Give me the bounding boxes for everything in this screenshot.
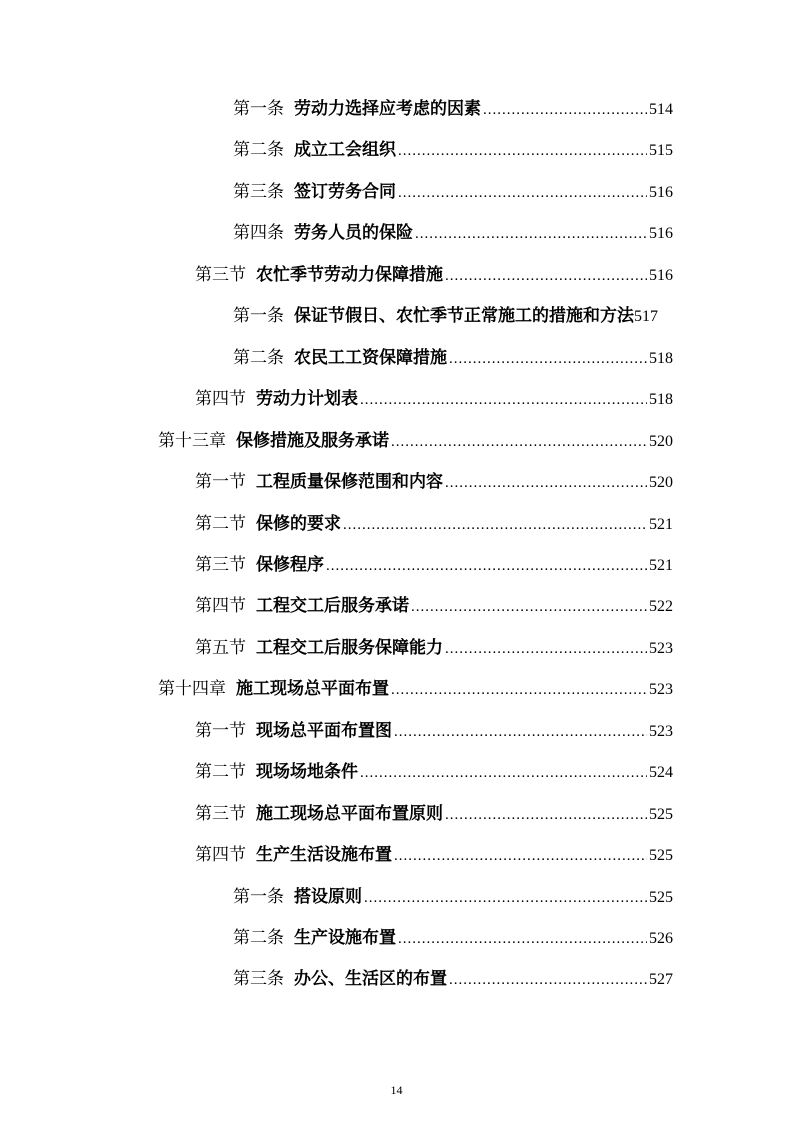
toc-entry-number: 第一条 (233, 306, 284, 326)
toc-entry[interactable] (233, 885, 673, 909)
toc-entry-title: 办公、生活区的布置 (294, 969, 447, 989)
toc-entry-page: 527 (649, 971, 673, 988)
toc-entry-title: 成立工会组织 (294, 140, 396, 160)
toc-entry-title: 生产生活设施布置 (256, 845, 392, 865)
toc-entry-number: 第三节 (195, 265, 246, 285)
toc-entry-page: 523 (649, 681, 673, 698)
dot-leader (445, 264, 647, 288)
toc-entry-number: 第一条 (233, 99, 284, 119)
toc-entry-number: 第四条 (233, 223, 284, 243)
dot-leader (360, 388, 647, 412)
toc-entry[interactable] (195, 512, 673, 536)
toc-entry[interactable] (195, 594, 673, 618)
dot-leader (391, 430, 647, 454)
toc-entry-number: 第二条 (233, 928, 284, 948)
toc-entry-page: 515 (649, 142, 673, 159)
toc-entry-page: 514 (649, 101, 673, 118)
toc-entry[interactable] (195, 719, 673, 743)
toc-entry-page: 523 (649, 723, 673, 740)
toc-entry-title: 农民工工资保障措施 (294, 348, 447, 368)
toc-entry-number: 第二条 (233, 348, 284, 368)
toc-entry-number: 第四节 (195, 845, 246, 865)
toc-entry-number: 第三条 (233, 182, 284, 202)
toc-entry-number: 第二节 (195, 762, 246, 782)
toc-entry-page: 526 (649, 930, 673, 947)
toc-entry[interactable] (195, 760, 673, 784)
toc-entry-number: 第五节 (195, 638, 246, 658)
toc-entry-title: 农忙季节劳动力保障措施 (256, 265, 443, 285)
toc-entry-title: 搭设原则 (294, 887, 362, 907)
toc-entry-page: 525 (649, 806, 673, 823)
toc-entry-page: 524 (649, 764, 673, 781)
toc-entry-title: 生产设施布置 (294, 928, 396, 948)
toc-entry-number: 第一节 (195, 721, 246, 741)
toc-entry-page: 517 (634, 308, 658, 325)
dot-leader (326, 554, 647, 578)
toc-entry-page: 518 (649, 350, 673, 367)
toc-entry-number: 第二节 (195, 514, 246, 534)
toc-entry[interactable] (233, 304, 673, 328)
toc-entry-title: 劳动力计划表 (256, 389, 358, 409)
toc-entry-title: 工程交工后服务承诺 (256, 596, 409, 616)
toc-entry[interactable] (158, 677, 673, 701)
toc-entry[interactable] (233, 221, 673, 245)
toc-entry-number: 第三条 (233, 969, 284, 989)
toc-entry-title: 施工现场总平面布置原则 (256, 804, 443, 824)
toc-entry-page: 516 (649, 225, 673, 242)
toc-entry-title: 工程交工后服务保障能力 (256, 638, 443, 658)
toc-entry[interactable] (195, 843, 673, 867)
dot-leader (343, 513, 647, 537)
toc-entry-page: 520 (649, 474, 673, 491)
toc-entry-title: 保修的要求 (256, 514, 341, 534)
toc-entry-title: 签订劳务合同 (294, 182, 396, 202)
dot-leader (398, 181, 647, 205)
toc-entry-page: 525 (649, 889, 673, 906)
toc-entry-number: 第一条 (233, 887, 284, 907)
toc-entry[interactable] (195, 802, 673, 826)
toc-entry-number: 第四节 (195, 596, 246, 616)
toc-entry-page: 516 (649, 267, 673, 284)
toc-entry-page: 525 (649, 847, 673, 864)
dot-leader (360, 761, 647, 785)
toc-entry-title: 劳动力选择应考虑的因素 (294, 99, 481, 119)
toc-entry[interactable] (233, 138, 673, 162)
dot-leader (483, 98, 647, 122)
toc-entry-title: 现场总平面布置图 (256, 721, 392, 741)
toc-entry-number: 第三节 (195, 555, 246, 575)
dot-leader (449, 968, 647, 992)
dot-leader (398, 139, 647, 163)
toc-entry[interactable] (233, 346, 673, 370)
toc-entry-title: 保证节假日、农忙季节正常施工的措施和方法 (294, 306, 634, 326)
dot-leader (449, 347, 647, 371)
dot-leader (411, 595, 647, 619)
toc-entry[interactable] (233, 967, 673, 991)
dot-leader (394, 844, 647, 868)
toc-entry-title: 保修程序 (256, 555, 324, 575)
toc-entry-page: 518 (649, 391, 673, 408)
toc-entry[interactable] (195, 553, 673, 577)
toc-entry-number: 第十三章 (158, 431, 226, 451)
toc-entry-title: 现场场地条件 (256, 762, 358, 782)
toc-entry-title: 施工现场总平面布置 (236, 679, 389, 699)
toc-entry-page: 516 (649, 184, 673, 201)
toc-entry[interactable] (195, 387, 673, 411)
dot-leader (445, 803, 647, 827)
dot-leader (445, 471, 647, 495)
toc-entry[interactable] (195, 636, 673, 660)
dot-leader (394, 720, 647, 744)
toc-entry[interactable] (233, 180, 673, 204)
toc-entry-number: 第四节 (195, 389, 246, 409)
page-number: 14 (390, 1083, 403, 1097)
toc-entry[interactable] (233, 926, 673, 950)
toc-entry-page: 520 (649, 433, 673, 450)
toc-entry-title: 保修措施及服务承诺 (236, 431, 389, 451)
toc-entry-title: 工程质量保修范围和内容 (256, 472, 443, 492)
toc-entry[interactable] (233, 97, 673, 121)
dot-leader (415, 222, 647, 246)
toc-entry[interactable] (195, 263, 673, 287)
toc-entry-number: 第二条 (233, 140, 284, 160)
toc-entry-page: 523 (649, 640, 673, 657)
toc-entry-number: 第一节 (195, 472, 246, 492)
toc-entry-page: 521 (649, 557, 673, 574)
toc-entry-page: 522 (649, 598, 673, 615)
toc-entry[interactable] (195, 470, 673, 494)
toc-entry-number: 第三节 (195, 804, 246, 824)
toc-entry-number: 第十四章 (158, 679, 226, 699)
dot-leader (398, 927, 647, 951)
dot-leader (445, 637, 647, 661)
toc-entry-title: 劳务人员的保险 (294, 223, 413, 243)
toc-entry[interactable] (158, 429, 673, 453)
toc-entry-page: 521 (649, 516, 673, 533)
dot-leader (391, 678, 647, 702)
dot-leader (364, 886, 647, 910)
